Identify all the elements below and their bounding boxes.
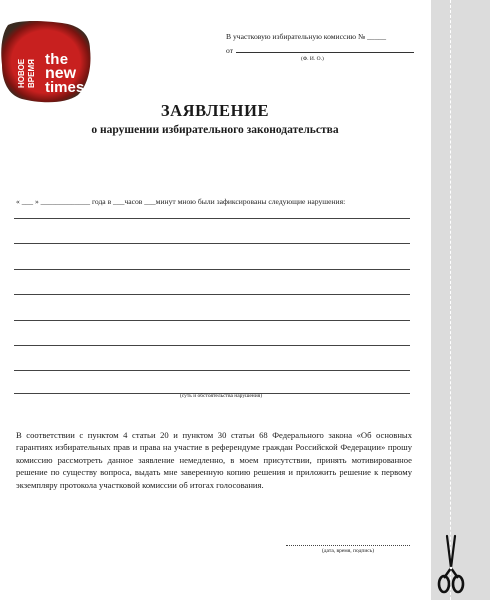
logo-side-line-2: ВРЕМЯ <box>27 59 36 88</box>
violation-line-6[interactable] <box>14 345 410 346</box>
document-subtitle: о нарушении избирательного законодательства <box>91 124 339 136</box>
violation-line-3[interactable] <box>14 269 410 270</box>
from-line <box>226 46 414 55</box>
fio-caption: (Ф. И. О.) <box>301 56 324 62</box>
commission-address-line: В участковую избирательную комиссию № _____ <box>226 32 387 41</box>
signature-field[interactable] <box>286 545 410 546</box>
violation-line-2[interactable] <box>14 243 410 244</box>
violation-line-1[interactable] <box>14 218 410 219</box>
from-prefix: от <box>226 46 234 55</box>
violation-line-4[interactable] <box>14 294 410 295</box>
violation-line-5[interactable] <box>14 320 410 321</box>
violations-caption: (суть и обстоятельства нарушения) <box>179 393 263 399</box>
logo-word-new: new <box>45 65 77 82</box>
logo-side-line-1: НОВОЕ <box>17 58 26 88</box>
cut-margin-strip <box>431 0 490 600</box>
violation-line-7[interactable] <box>14 370 410 371</box>
document-title: ЗАЯВЛЕНИЕ <box>160 101 270 120</box>
legal-request-paragraph: В соответствии с пунктом 4 статьи 20 и пунктом 30 статьи 68 Федерального закона «Об основных гарантиях избирательных прав и права на участие в референдуме граждан Российской Федерации» прошу комиссию рассмотреть данное заявление немедленно, в моем присутствии, принять мотивированное решение по существу вопроса, выдать мне заверенную копию решения и приложить решение к первому экземпляру протокола участковой комиссии об итогах голосования. <box>16 430 412 490</box>
logo-word-times: times <box>45 79 85 96</box>
cut-line <box>450 0 451 600</box>
applicant-name-field[interactable] <box>236 52 414 53</box>
date-time-line: « ___ » _____________ года в ___часов ___минут мною были зафиксированы следующие нарушения: <box>16 197 346 206</box>
logo-word-the: the <box>45 51 69 68</box>
scissors-icon <box>437 534 465 594</box>
signature-caption: (дата, время, подпись) <box>321 548 375 554</box>
